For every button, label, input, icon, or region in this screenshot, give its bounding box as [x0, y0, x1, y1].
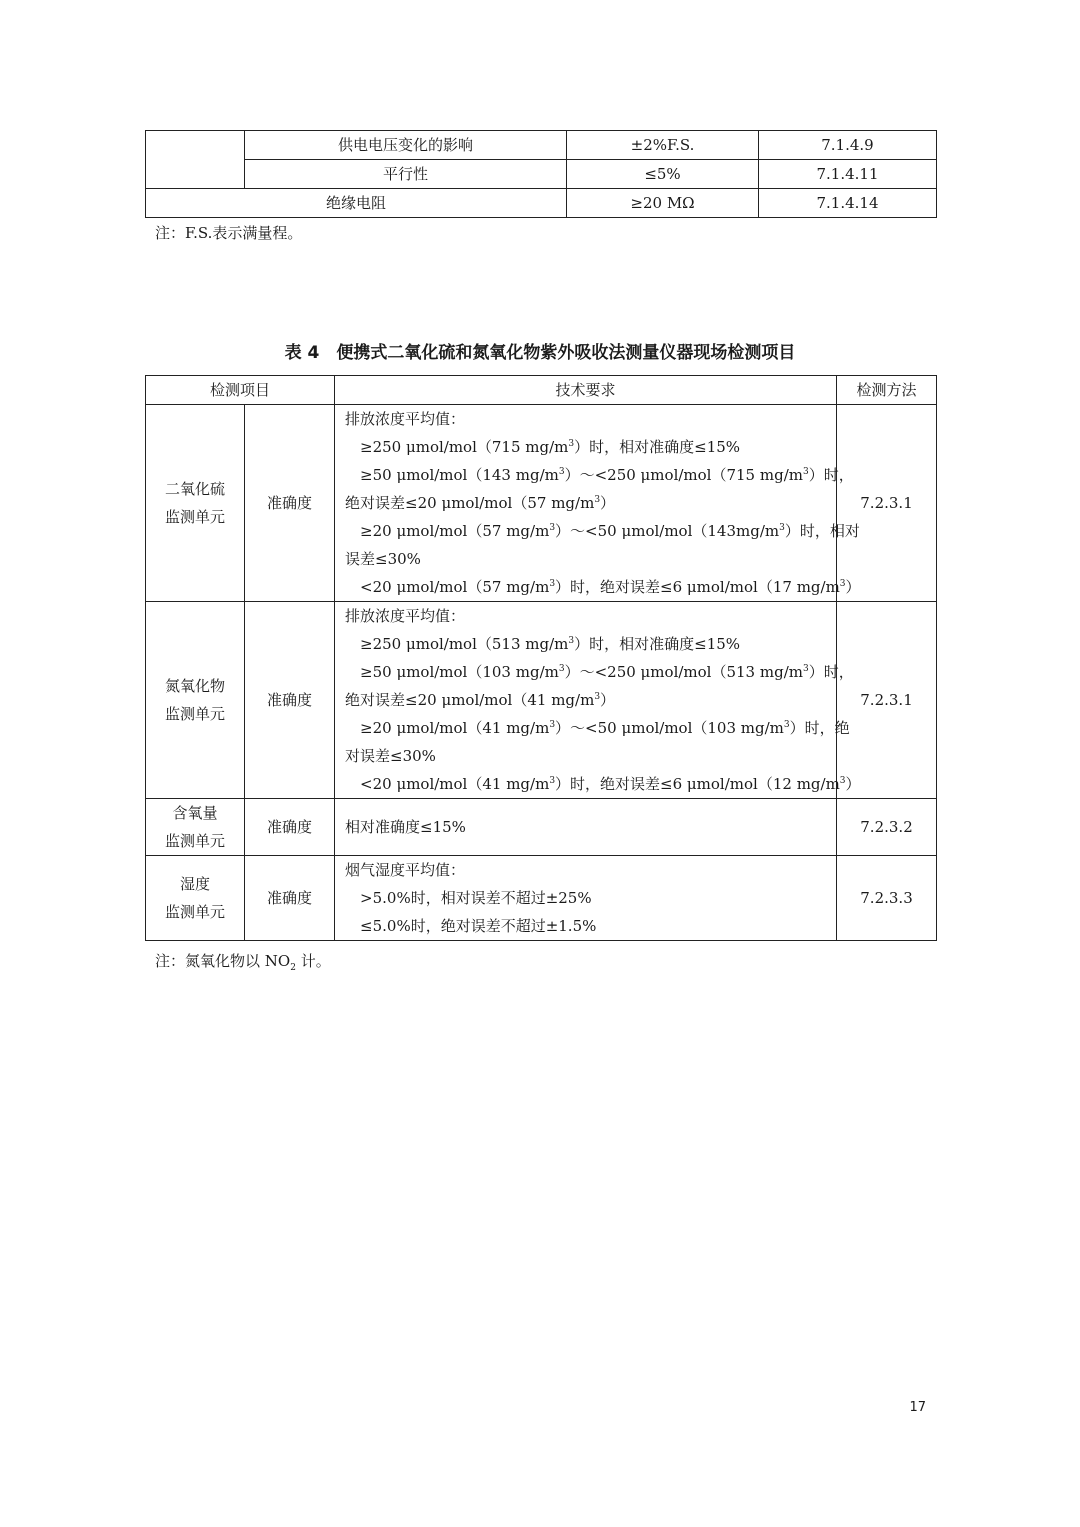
page-number: 17 [909, 1400, 926, 1415]
table-row-humidity [146, 856, 937, 941]
requirement-cell: 相对准确度≤15% [335, 799, 837, 856]
header-method: 检测方法 [837, 376, 937, 405]
item-cell: 供电电压变化的影响 [245, 131, 567, 160]
table-header-row [146, 376, 937, 405]
table-row [146, 131, 937, 160]
requirement-cell: ≤5% [567, 160, 759, 189]
method-cell: 7.1.4.14 [759, 189, 937, 218]
parameter-cell: 准确度 [245, 602, 335, 799]
table-4-note: 注：氮氧化物以 $NO_2$ 计。 [155, 952, 331, 973]
parameter-cell: 准确度 [245, 799, 335, 856]
unit-cell: 湿度 监测单元 [146, 856, 245, 941]
empty-category-cell [146, 131, 245, 189]
method-cell: 7.1.4.11 [759, 160, 937, 189]
table-row-o2 [146, 799, 937, 856]
method-cell: 7.2.3.1 [837, 602, 937, 799]
table-row-nox [146, 602, 937, 799]
parameter-cell: 准确度 [245, 405, 335, 602]
method-cell: 7.1.4.9 [759, 131, 937, 160]
table-4 [145, 375, 937, 941]
requirement-cell: 排放浓度平均值： ≥250 μmol/mol（715 $mg/m^3$）时，相对准确度≤15% ≥50 μmol/mol（143 $mg/m^3)\sim<250$ μmol/mol（715 $mg/m^3$）时， 绝对误差≤20 μmol/mol（57 $mg/m^3$） ≥20 μmol/mol（57 $mg/m^3)\sim<50$ μmol/$mol(143mg/m^3)$时，相对 误差≤30% <20 μmol/mol（57 $mg/m^3$）时，绝对误差≤6 μmol/mol（17 $mg/m^3$） [335, 405, 837, 602]
method-cell: 7.2.3.2 [837, 799, 937, 856]
header-requirement: 技术要求 [335, 376, 837, 405]
header-item: 检测项目 [146, 376, 335, 405]
method-cell: 7.2.3.1 [837, 405, 937, 602]
table-4-title: 表 4 便携式二氧化硫和氮氧化物紫外吸收法测量仪器现场检测项目 [284, 343, 796, 363]
unit-cell: 氮氧化物 监测单元 [146, 602, 245, 799]
item-cell: 平行性 [245, 160, 567, 189]
requirement-cell: 排放浓度平均值： ≥250 μmol/mol（513 $mg/m^3$）时，相对准确度≤15% ≥50 μmol/mol（103 $mg/m^3)\sim<250$ μmol/mol（513 $mg/m^3$）时， 绝对误差≤20 μmol/mol（41 $mg/m^3$） ≥20 μmol/mol（41 $mg/m^3)\sim<50$ μmol/mol（103 $mg/m^3$）时，绝 对误差≤30% <20 μmol/mol（41 $mg/m^3$）时，绝对误差≤6 μmol/mol（12 $mg/m^3$） [335, 602, 837, 799]
item-cell: 绝缘电阻 [146, 189, 567, 218]
requirement-cell: 烟气湿度平均值： >5.0%时，相对误差不超过±25% ≤5.0%时，绝对误差不超过±1.5% [335, 856, 837, 941]
table-3-note: 注：F.S.表示满量程。 [155, 224, 303, 242]
method-cell: 7.2.3.3 [837, 856, 937, 941]
unit-cell: 含氧量 监测单元 [146, 799, 245, 856]
requirement-cell: ±2%F.S. [567, 131, 759, 160]
table-row [146, 189, 937, 218]
table-row [146, 160, 937, 189]
parameter-cell: 准确度 [245, 856, 335, 941]
requirement-cell: ≥20 MΩ [567, 189, 759, 218]
table-3-continuation [145, 130, 937, 218]
table-row-so2 [146, 405, 937, 602]
unit-cell: 二氧化硫 监测单元 [146, 405, 245, 602]
